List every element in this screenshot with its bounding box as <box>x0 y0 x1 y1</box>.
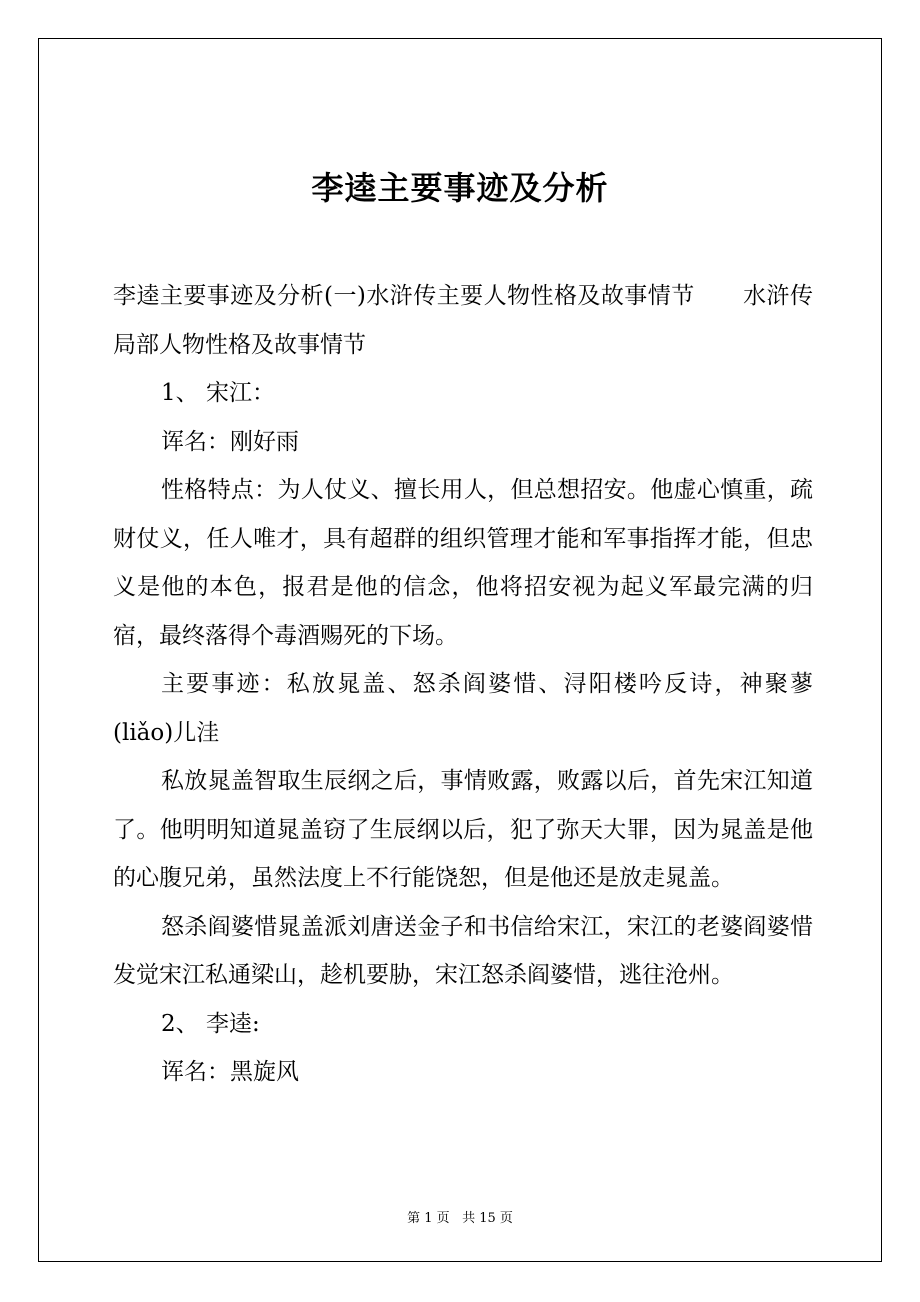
personality-paragraph: 性格特点：为人仗义、擅长用人，但总想招安。他虚心慎重，疏财仗义，任人唯才，具有超群的组织管理才能和军事指挥才能，但忠义是他的本色，报君是他的信念，他将招安视为起义军最完满的归宿，最终落得个毒酒赐死的下场。 <box>113 477 813 649</box>
page-footer <box>0 1207 920 1226</box>
nickname-paragraph: 诨名：刚好雨 <box>161 428 299 455</box>
section-heading-1 <box>113 369 813 418</box>
intro-paragraph <box>113 272 813 369</box>
document-body <box>113 272 813 1097</box>
page-title: 李逵主要事迹及分析 <box>311 169 609 208</box>
section-number: 1、 <box>161 380 199 406</box>
section-heading-2 <box>113 1000 813 1049</box>
story-paragraph-2: 怒杀阎婆惜晁盖派刘唐送金子和书信给宋江，宋江的老婆阎婆惜发觉宋江私通梁山，趁机要胁，宋江怒杀阎婆惜，逃往沧州。 <box>113 913 813 988</box>
section-name: 李逵: <box>205 1010 260 1037</box>
nickname-paragraph-2: 诨名：黑旋风 <box>161 1059 299 1085</box>
page-total: 共 15 页 <box>462 1211 513 1226</box>
intro-text-2: 水浒传局部人物性格及故事情节 <box>113 283 814 358</box>
intro-text: 李逵主要事迹及分析(一)水浒传主要人物性格及故事情节 <box>113 283 695 309</box>
page-number: 第 1 页 <box>407 1211 450 1226</box>
main-deeds-paragraph: 主要事迹：私放晁盖、怒杀阎婆惜、浔阳楼吟反诗，神聚蓼(liǎo)儿洼 <box>113 671 813 746</box>
section-name: 宋江： <box>205 380 275 406</box>
section-number: 2、 <box>161 1010 199 1037</box>
story-paragraph-1: 私放晁盖智取生辰纲之后，事情败露，败露以后，首先宋江知道了。他明明知道晁盖窃了生辰纲以后，犯了弥天大罪，因为晁盖是他的心腹兄弟，虽然法度上不行能饶恕，但是他还是放走晁盖。 <box>113 768 813 891</box>
